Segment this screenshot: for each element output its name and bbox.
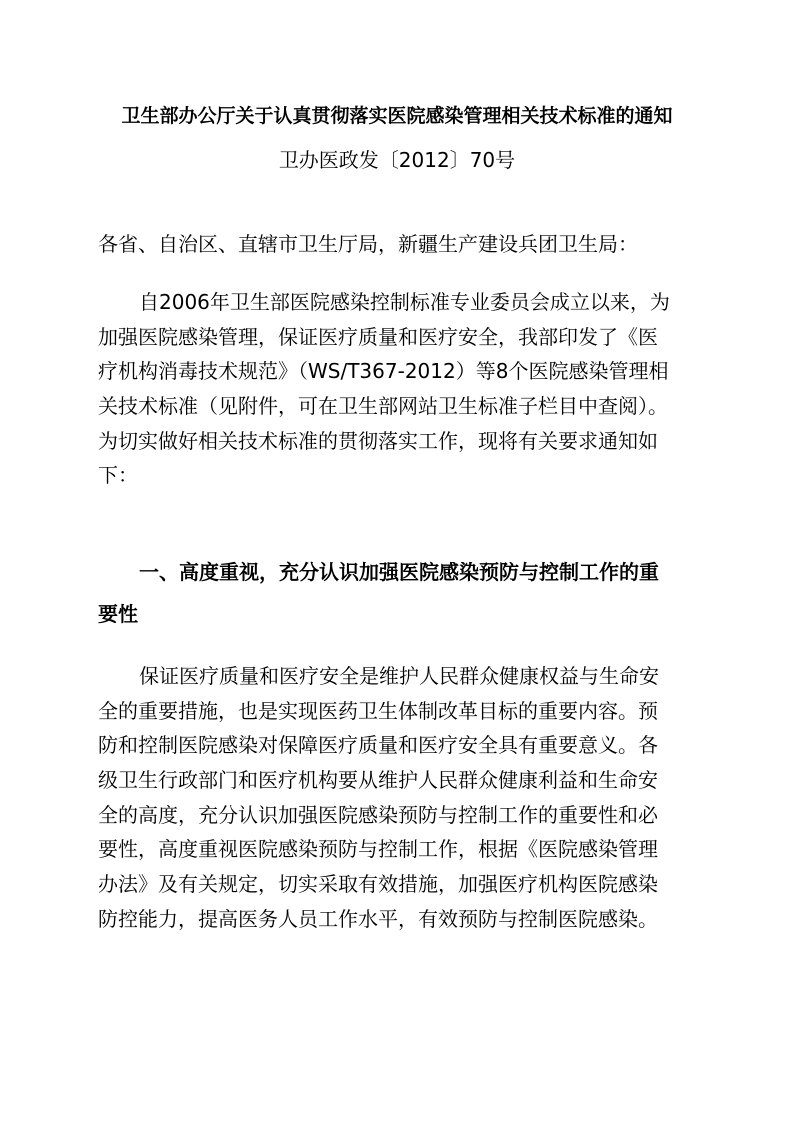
- paragraph-line: 下：: [98, 463, 138, 488]
- paragraph-line: 自2006年卫生部医院感染控制标准专业委员会成立以来，为: [139, 290, 670, 314]
- paragraph-line: 关技术标准（见附件，可在卫生部网站卫生标准子栏目中查阅）。: [98, 394, 668, 419]
- paragraph-line: 为切实做好相关技术标准的贯彻落实工作，现将有关要求通知如: [98, 428, 658, 453]
- document-number: 卫办医政发〔2012〕70号: [278, 148, 516, 172]
- paragraph-line: 防控能力，提高医务人员工作水平，有效预防与控制医院感染。: [98, 906, 658, 931]
- section-heading-1: [98, 551, 702, 635]
- paragraph-line: 疗机构消毒技术规范》（WS/T367-2012）等8个医院感染管理相: [98, 359, 669, 384]
- salutation: 各省、自治区、直辖市卫生厅局，新疆生产建设兵团卫生局：: [98, 232, 638, 256]
- paragraph-line: 防和控制医院感染对保障医疗质量和医疗安全具有重要意义。各: [98, 733, 658, 758]
- paragraph-line: 保证医疗质量和医疗安全是维护人民群众健康权益与生命安: [139, 664, 659, 688]
- paragraph-intro: [98, 285, 702, 493]
- document-title: 卫生部办公厅关于认真贯彻落实医院感染管理相关技术标准的通知: [121, 105, 673, 127]
- paragraph-line: 办法》及有关规定，切实采取有效措施，加强医疗机构医院感染: [98, 872, 658, 897]
- paragraph-line: 要性，高度重视医院感染预防与控制工作，根据《医院感染管理: [98, 837, 658, 862]
- paragraph-line: 级卫生行政部门和医疗机构要从维护人民群众健康利益和生命安: [98, 768, 658, 793]
- paragraph-line: 加强医院感染管理，保证医疗质量和医疗安全，我部印发了《医: [98, 324, 658, 349]
- heading-line: 一、高度重视，充分认识加强医院感染预防与控制工作的重: [139, 560, 659, 584]
- paragraph-line: 全的高度，充分认识加强医院感染预防与控制工作的重要性和必: [98, 802, 658, 827]
- paragraph-section-1: [98, 659, 702, 937]
- paragraph-line: 全的重要措施，也是实现医药卫生体制改革目标的重要内容。预: [98, 698, 658, 723]
- heading-line: 要性: [98, 602, 138, 626]
